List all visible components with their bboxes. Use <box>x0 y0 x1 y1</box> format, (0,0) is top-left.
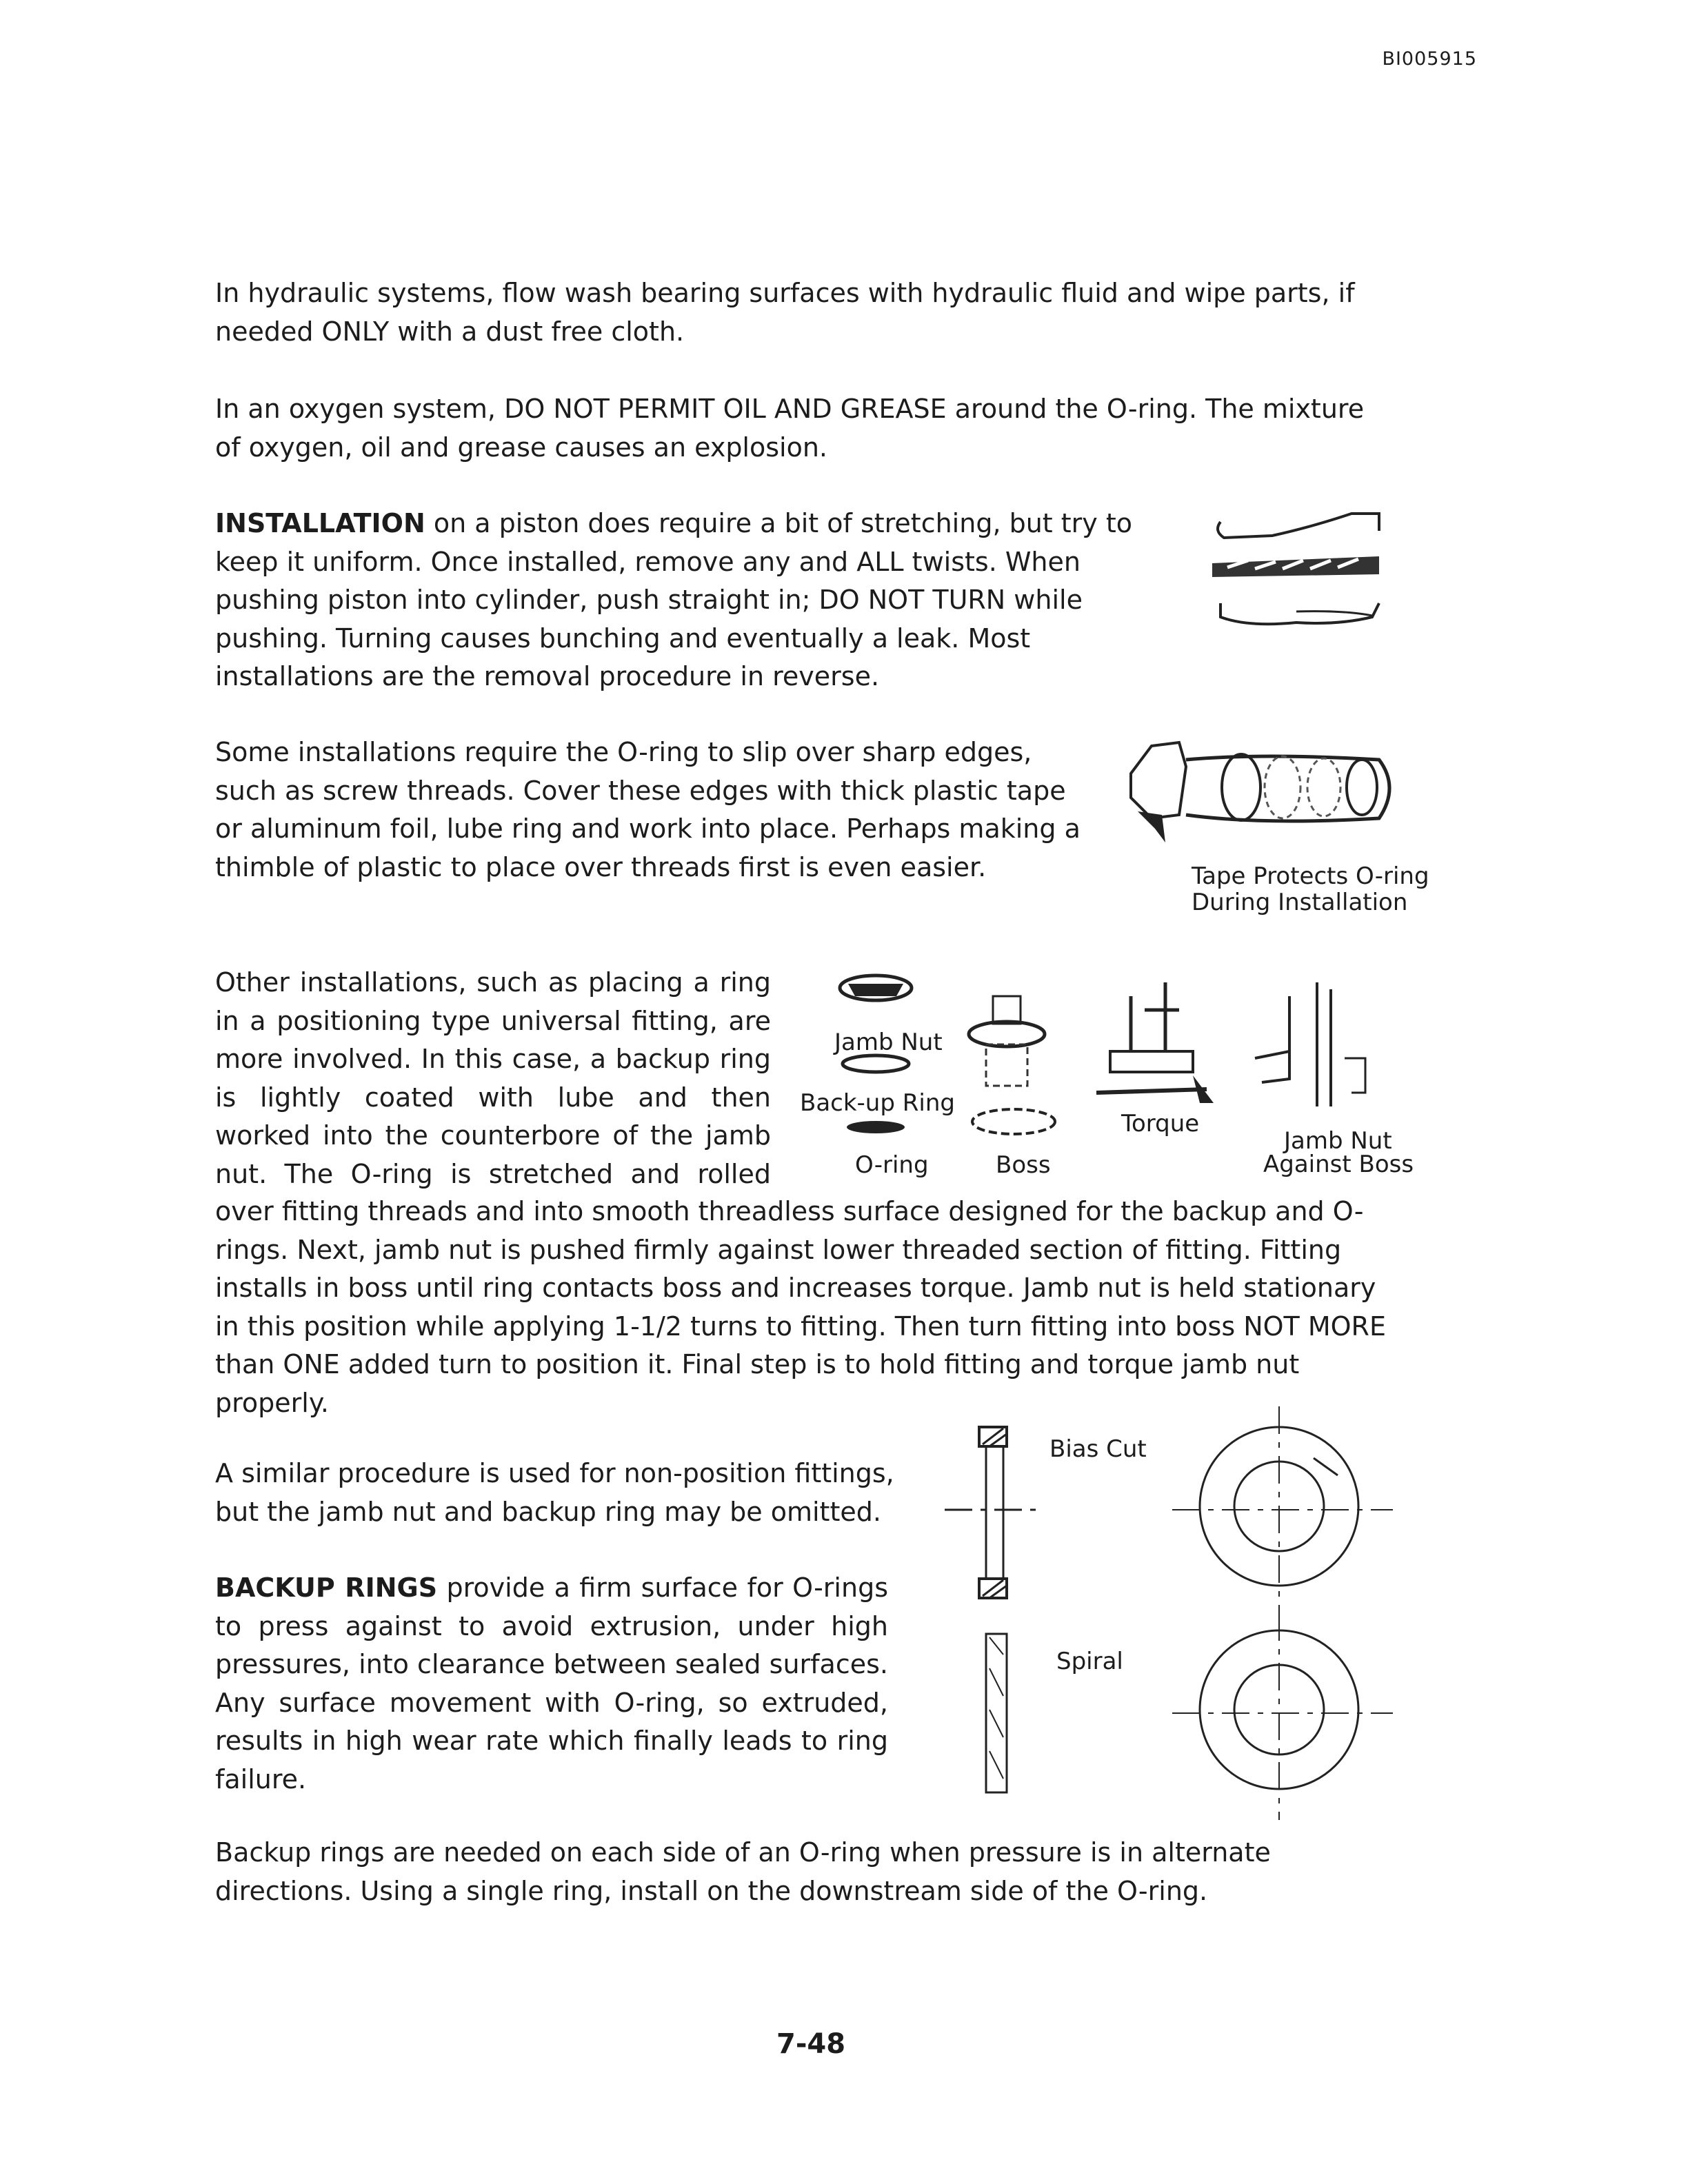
label-bias-cut: Bias Cut <box>1049 1435 1147 1463</box>
paragraph-hydraulic: In hydraulic systems, flow wash bearing surfaces with hydraulic fluid and wipe parts, if needed ONLY with a dust free cloth. <box>215 278 1355 347</box>
paragraph-backup-sides: Backup rings are needed on each side of an O-ring when pressure is in alternate directions. Using a single ring, install on the downstream side of the O-ring. <box>215 1837 1271 1906</box>
paragraph-backup-rings <box>215 1569 888 1799</box>
paragraph-sharp-edges: Some installations require the O-ring to slip over sharp edges, such as screw threads. Cover these edges with thick plastic tape or aluminum foil, lube ring and work into place. Perhaps making a thimble of plastic to place over threads first is even easier. <box>215 737 1081 882</box>
label-jamb-nut-against-line-1: Jamb Nut <box>1284 1127 1392 1155</box>
twisted-oring-figure <box>1207 500 1386 638</box>
installation-heading: INSTALLATION <box>215 508 425 538</box>
label-boss: Boss <box>996 1151 1051 1179</box>
backup-rings-body: provide a firm surface for O-rings to press against to avoid extrusion, under high pressures, into clearance between sealed surfaces. Any surface movement with O-ring, so extruded, results in high wear rate which finally leads to ring failure. <box>215 1573 888 1794</box>
document-id: BI005915 <box>1382 48 1477 70</box>
paragraph-oxygen: In an oxygen system, DO NOT PERMIT OIL AND GREASE around the O-ring. The mixture of oxygen, oil and grease causes an explosion. <box>215 394 1365 463</box>
backup-rings-heading: BACKUP RINGS <box>215 1573 438 1603</box>
tape-caption-line-1: Tape Protects O-ring <box>1192 862 1429 890</box>
label-jamb-nut: Jamb Nut <box>834 1029 943 1056</box>
tape-caption-line-2: During Installation <box>1192 889 1408 916</box>
page-number: 7-48 <box>776 2028 846 2060</box>
label-jamb-nut-against-line-2: Against Boss <box>1263 1151 1414 1178</box>
label-backup-ring: Back-up Ring <box>800 1089 955 1117</box>
paragraph-non-position: A similar procedure is used for non-position fittings, but the jamb nut and backup ring may be omitted. <box>215 1458 894 1527</box>
label-torque: Torque <box>1121 1110 1200 1138</box>
paragraph-positioning-a: Other installations, such as placing a ring in a positioning type universal fitting, are more involved. In this case, a backup ring is lightly coated with lube and then worked into the counterbore of the jamb nut. The O-ring is stretched and rolled <box>215 967 771 1189</box>
installation-body: on a piston does require a bit of stretching, but try to keep it uniform. Once installed, remove any and ALL twists. When pushing piston into cylinder, push straight in; DO NOT TURN while pushing. Turning causes bunching and eventually a leak. Most installations are the removal procedure in reverse. <box>215 508 1133 691</box>
paragraph-installation <box>215 505 1180 696</box>
tape-thread-figure <box>1124 732 1400 863</box>
label-o-ring: O-ring <box>855 1151 929 1179</box>
backup-ring-types-figure <box>938 1406 1420 1834</box>
paragraph-positioning-b: over fitting threads and into smooth threadless surface designed for the backup and O-rings. Next, jamb nut is pushed firmly against lower threaded section of fitting. Fitting installs in boss until ring contacts boss and increases torque. Jamb nut is held stationary in this position while applying 1-1/2 turns to fitting. Then turn fitting into boss NOT MORE than ONE added turn to position it. Final step is to hold fitting and torque jamb nut properly. <box>215 1196 1386 1418</box>
label-spiral: Spiral <box>1056 1648 1123 1675</box>
